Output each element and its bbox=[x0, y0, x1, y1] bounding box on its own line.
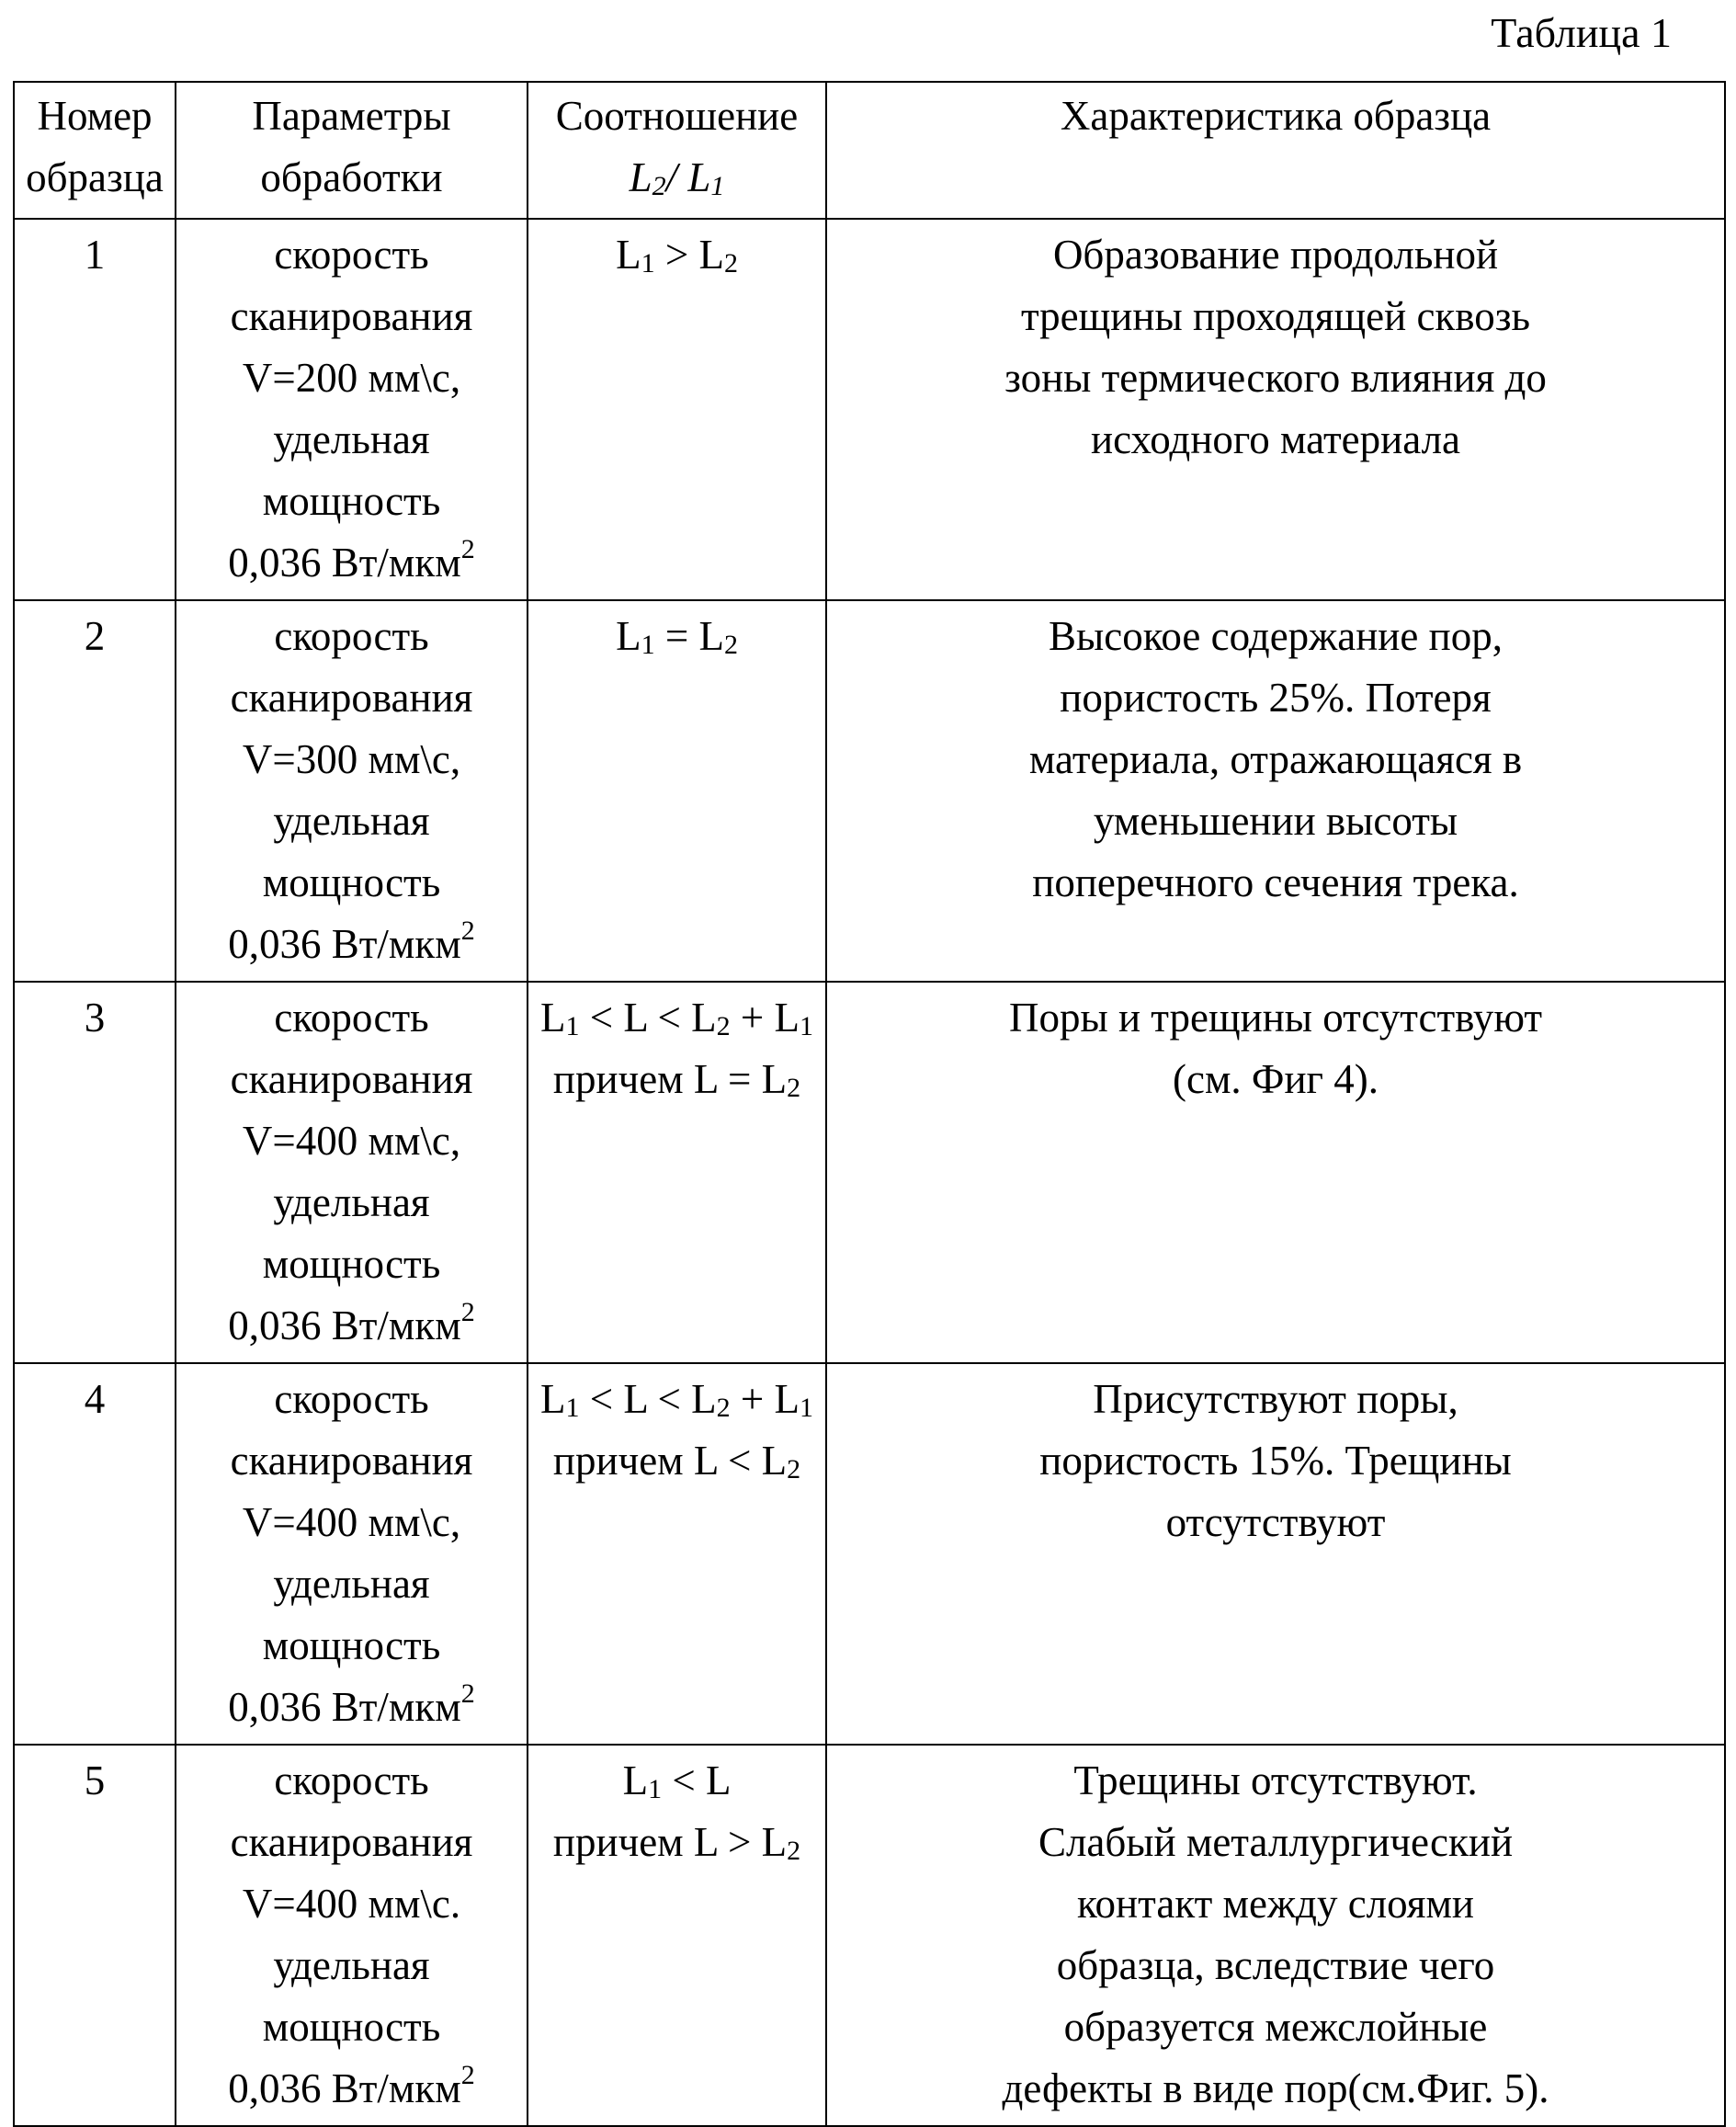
table-row bbox=[14, 1363, 1725, 1745]
table-row bbox=[14, 600, 1725, 982]
results-table bbox=[13, 81, 1726, 2127]
table-row bbox=[14, 982, 1725, 1363]
processing-params-cell: скорость сканирования V=400 мм\с, удельная мощность 0,036 Вт/мкм2 bbox=[176, 1363, 528, 1745]
specific-power: 0,036 Вт/мкм2 bbox=[180, 1295, 523, 1357]
characteristic-cell: Трещины отсутствуют. Слабый металлургический контакт между слоями образца, вследствие чего образуется межслойные дефекты в виде пор(см.Фиг. 5). bbox=[826, 1745, 1725, 2126]
ratio-condition: причем L > L2 bbox=[532, 1812, 822, 1873]
ratio-condition: причем L = L2 bbox=[532, 1049, 822, 1110]
specific-power: 0,036 Вт/мкм2 bbox=[180, 914, 523, 975]
header-processing-params: Параметры обработки bbox=[176, 82, 528, 219]
processing-params-cell: скорость сканирования V=200 мм\с, удельная мощность 0,036 Вт/мкм2 bbox=[176, 219, 528, 600]
ratio-condition: причем L < L2 bbox=[532, 1430, 822, 1492]
sample-number-cell: 1 bbox=[14, 219, 176, 600]
table-row bbox=[14, 219, 1725, 600]
specific-power: 0,036 Вт/мкм2 bbox=[180, 1677, 523, 1738]
sample-number-cell: 5 bbox=[14, 1745, 176, 2126]
header-sample-number: Номер образца bbox=[14, 82, 176, 219]
ratio-formula: L2/ L1 bbox=[532, 147, 822, 209]
table-row bbox=[14, 1745, 1725, 2126]
sample-number-cell: 4 bbox=[14, 1363, 176, 1745]
ratio-condition: L1 = L2 bbox=[532, 606, 822, 667]
sample-number-cell: 2 bbox=[14, 600, 176, 982]
header-row bbox=[14, 82, 1725, 219]
characteristic-cell: Образование продольной трещины проходящей сквозь зоны термического влияния до исходного материала bbox=[826, 219, 1725, 600]
ratio-cell bbox=[528, 1363, 826, 1745]
processing-params-cell: скорость сканирования V=300 мм\с, удельная мощность 0,036 Вт/мкм2 bbox=[176, 600, 528, 982]
ratio-condition: L1 < L < L2 + L1 bbox=[532, 1369, 822, 1430]
sample-number-cell: 3 bbox=[14, 982, 176, 1363]
ratio-condition: L1 > L2 bbox=[532, 224, 822, 286]
characteristic-cell: Поры и трещины отсутствуют (см. Фиг 4). bbox=[826, 982, 1725, 1363]
ratio-cell bbox=[528, 1745, 826, 2126]
processing-params-cell: скорость сканирования V=400 мм\с. удельная мощность 0,036 Вт/мкм2 bbox=[176, 1745, 528, 2126]
header-characteristic: Характеристика образца bbox=[826, 82, 1725, 219]
ratio-cell bbox=[528, 982, 826, 1363]
characteristic-cell: Присутствуют поры, пористость 15%. Трещины отсутствуют bbox=[826, 1363, 1725, 1745]
specific-power: 0,036 Вт/мкм2 bbox=[180, 532, 523, 594]
specific-power: 0,036 Вт/мкм2 bbox=[180, 2058, 523, 2120]
ratio-condition: L1 < L bbox=[532, 1750, 822, 1812]
ratio-condition: L1 < L < L2 + L1 bbox=[532, 987, 822, 1049]
header-ratio: Соотношение L2/ L1 bbox=[528, 82, 826, 219]
characteristic-cell: Высокое содержание пор, пористость 25%. Потеря материала, отражающаяся в уменьшении высоты поперечного сечения трека. bbox=[826, 600, 1725, 982]
processing-params-cell: скорость сканирования V=400 мм\с, удельная мощность 0,036 Вт/мкм2 bbox=[176, 982, 528, 1363]
table-body bbox=[14, 219, 1725, 2126]
table-caption: Таблица 1 bbox=[1491, 7, 1672, 59]
ratio-cell bbox=[528, 600, 826, 982]
ratio-cell bbox=[528, 219, 826, 600]
